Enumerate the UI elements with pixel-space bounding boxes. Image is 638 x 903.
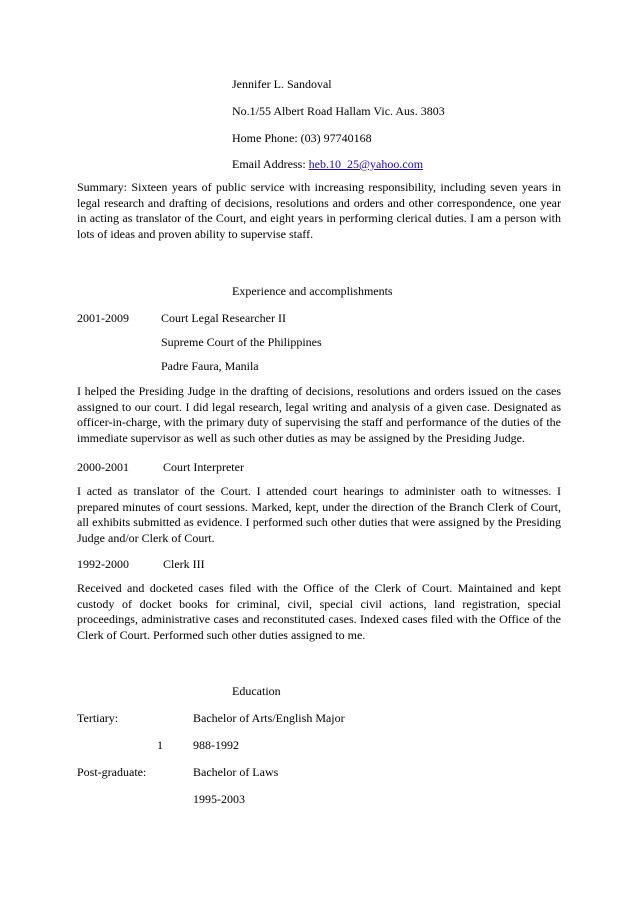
- job-title: Court Legal Researcher II: [161, 311, 286, 325]
- summary-paragraph: Summary: Sixteen years of public service with increasing responsibility, including seven years in legal research and drafting of decisions, resolutions and orders and other correspondence, one year in acting as translator of the Court, and eight years in performing clerical duties. I am a person with lots of ideas and proven ability to supervise staff.: [77, 180, 561, 241]
- tertiary-label: Tertiary:: [77, 711, 119, 725]
- job-description: I acted as translator of the Court. I attended court hearings to administer oath to witnesses. I prepared minutes of court sessions. Marked, kept, under the direction of the Branch Clerk of Court, all exhibits submitted as evidence. I performed such other duties that were assigned by the Presiding Judge and/or Clerk of Court.: [77, 484, 561, 545]
- job-years: 2000-2001: [77, 460, 129, 474]
- postgrad-years: 1995-2003: [193, 792, 245, 806]
- tertiary-years: 988-1992: [193, 738, 239, 752]
- experience-heading: Experience and accomplishments: [232, 284, 393, 298]
- address-line: No.1/55 Albert Road Hallam Vic. Aus. 3803: [232, 104, 445, 118]
- job-title: Clerk III: [163, 557, 205, 571]
- home-phone: Home Phone: (03) 97740168: [232, 131, 372, 145]
- job-description: Received and docketed cases filed with the Office of the Clerk of Court. Maintained and kept custody of docket books for criminal, civil, special civil actions, land registration, special proceedings, administrative cases and reconstituted cases. Indexed cases filed with the Office of the Clerk of Court. Performed such other duties assigned to me.: [77, 581, 561, 642]
- job-years: 2001-2009: [77, 311, 129, 325]
- postgrad-label: Post-graduate:: [77, 765, 147, 779]
- job-location: Padre Faura, Manila: [161, 359, 259, 373]
- tertiary-years-prefix: 1: [157, 738, 163, 752]
- email-line: [232, 157, 423, 172]
- postgrad-degree: Bachelor of Laws: [193, 765, 279, 779]
- job-years: 1992-2000: [77, 557, 129, 571]
- tertiary-degree: Bachelor of Arts/English Major: [193, 711, 345, 725]
- education-heading: Education: [232, 684, 281, 698]
- email-label: Email Address:: [232, 157, 309, 171]
- job-employer: Supreme Court of the Philippines: [161, 335, 322, 349]
- job-description: I helped the Presiding Judge in the drafting of decisions, resolutions and orders issued on the cases assigned to our court. I did legal research, legal writing and analysis of a given case. Designated as officer-in-charge, with the primary duty of supervising the staff and performance of the duties of the immediate supervisor as well as such other duties as may be assigned by the Presiding Judge.: [77, 384, 561, 445]
- applicant-name: Jennifer L. Sandoval: [232, 77, 332, 91]
- email-link[interactable]: heb.10_25@yahoo.com: [308, 157, 424, 171]
- job-title: Court Interpreter: [163, 460, 244, 474]
